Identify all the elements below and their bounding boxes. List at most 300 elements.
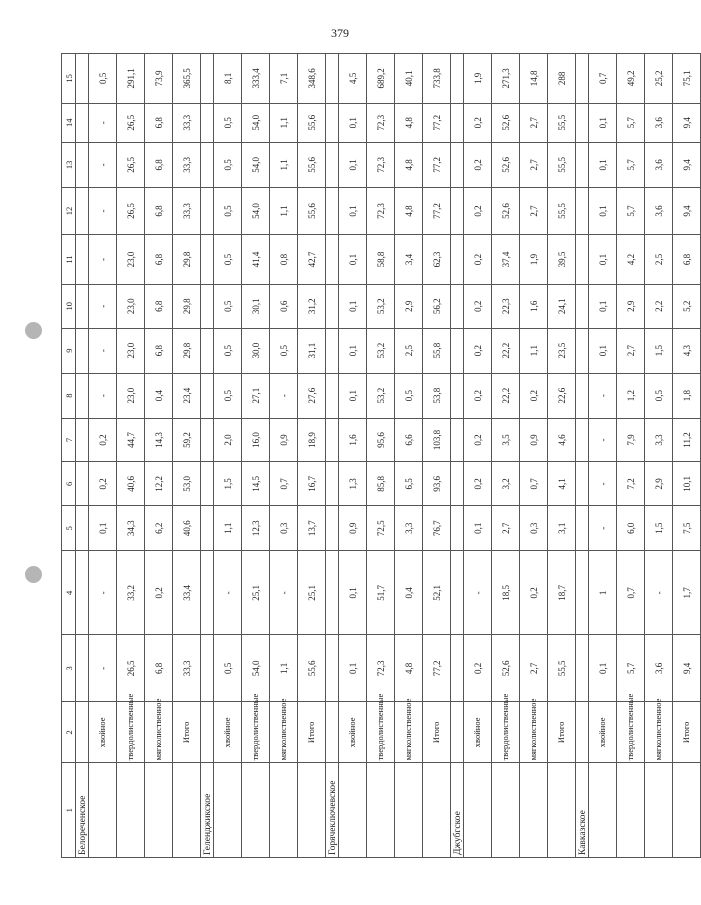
empty-cell: [326, 506, 339, 551]
value-cell: 0,1: [339, 328, 367, 373]
page-number: 379: [331, 26, 349, 40]
value-cell: 0,1: [339, 551, 367, 635]
value-cell: 3,3: [395, 506, 423, 551]
empty-cell: [326, 54, 339, 104]
value-cell: 1,2: [617, 373, 645, 418]
value-cell: 7,5: [673, 506, 701, 551]
value-cell: 2,5: [645, 235, 673, 285]
value-cell: 33,3: [173, 187, 201, 234]
empty-cell: [76, 284, 89, 328]
value-cell: 0,2: [464, 284, 492, 328]
value-cell: 33,3: [173, 635, 201, 702]
value-cell: 27,1: [242, 373, 270, 418]
value-cell: 93,6: [423, 462, 451, 506]
empty-cell: [326, 551, 339, 635]
value-cell: 18,5: [492, 551, 520, 635]
empty-cell: [451, 54, 464, 104]
empty-cell: [326, 418, 339, 462]
value-cell: 16,0: [242, 418, 270, 462]
value-cell: 6,8: [673, 235, 701, 285]
value-cell: 40,1: [395, 54, 423, 104]
empty-cell: [576, 373, 589, 418]
region-spacer-cell: [645, 763, 673, 858]
empty-cell: [326, 635, 339, 702]
region-row: [76, 54, 89, 858]
value-cell: 12,3: [242, 506, 270, 551]
value-cell: 0,1: [589, 284, 617, 328]
forest-kind: Итого: [298, 702, 326, 763]
value-cell: 2,9: [617, 284, 645, 328]
value-cell: -: [589, 462, 617, 506]
value-cell: 9,4: [673, 635, 701, 702]
value-cell: 30,0: [242, 328, 270, 373]
value-cell: 5,7: [617, 635, 645, 702]
value-cell: 0,2: [520, 551, 548, 635]
forest-kind: хвойное: [589, 702, 617, 763]
region-name: Кавказское: [576, 763, 589, 858]
empty-cell: [76, 373, 89, 418]
value-cell: 6,8: [145, 103, 173, 142]
table-row: [617, 54, 645, 858]
empty-cell: [326, 103, 339, 142]
value-cell: 23,0: [117, 328, 145, 373]
empty-cell: [76, 418, 89, 462]
value-cell: 1,9: [464, 54, 492, 104]
value-cell: 2,5: [395, 328, 423, 373]
value-cell: 348,6: [298, 54, 326, 104]
empty-cell: [76, 142, 89, 187]
value-cell: 5,2: [673, 284, 701, 328]
value-cell: 85,8: [367, 462, 395, 506]
value-cell: 0,7: [589, 54, 617, 104]
value-cell: 1,1: [270, 103, 298, 142]
value-cell: 23,0: [117, 373, 145, 418]
value-cell: 55,6: [298, 103, 326, 142]
value-cell: -: [270, 373, 298, 418]
table-row: [492, 54, 520, 858]
forest-kind: мягколиственное: [645, 702, 673, 763]
header-cell-3: 3: [62, 635, 76, 702]
value-cell: 1,5: [214, 462, 242, 506]
punch-hole-top: [25, 322, 42, 339]
value-cell: 72,3: [367, 187, 395, 234]
header-cell-6: 6: [62, 462, 76, 506]
value-cell: -: [270, 551, 298, 635]
value-cell: 27,6: [298, 373, 326, 418]
value-cell: 55,8: [423, 328, 451, 373]
value-cell: 0,6: [270, 284, 298, 328]
value-cell: 5,7: [617, 103, 645, 142]
forest-kind: Итого: [548, 702, 576, 763]
value-cell: 689,2: [367, 54, 395, 104]
empty-cell: [451, 462, 464, 506]
value-cell: 0,1: [339, 187, 367, 234]
value-cell: 1,1: [520, 328, 548, 373]
value-cell: 40,6: [173, 506, 201, 551]
region-row: [201, 54, 214, 858]
region-spacer-cell: [214, 763, 242, 858]
value-cell: 0,1: [589, 635, 617, 702]
empty-cell: [451, 702, 464, 763]
table-row: [367, 54, 395, 858]
region-spacer-cell: [367, 763, 395, 858]
table-row: [270, 54, 298, 858]
table-row: [298, 54, 326, 858]
value-cell: 0,5: [395, 373, 423, 418]
value-cell: 7,9: [617, 418, 645, 462]
value-cell: 0,7: [617, 551, 645, 635]
empty-cell: [326, 702, 339, 763]
value-cell: 0,1: [339, 635, 367, 702]
header-cell-8: 8: [62, 373, 76, 418]
value-cell: 3,6: [645, 103, 673, 142]
value-cell: 6,8: [145, 142, 173, 187]
forest-kind: мягколиственное: [145, 702, 173, 763]
header-cell-2: 2: [62, 702, 76, 763]
value-cell: 3,5: [492, 418, 520, 462]
value-cell: 52,6: [492, 142, 520, 187]
value-cell: 2,7: [520, 103, 548, 142]
value-cell: 2,2: [645, 284, 673, 328]
value-cell: 0,2: [89, 462, 117, 506]
forest-kind: Итого: [673, 702, 701, 763]
value-cell: 53,8: [423, 373, 451, 418]
value-cell: 0,3: [270, 506, 298, 551]
header-cell-7: 7: [62, 418, 76, 462]
region-spacer-cell: [339, 763, 367, 858]
value-cell: 12,2: [145, 462, 173, 506]
value-cell: 103,8: [423, 418, 451, 462]
table-row: [117, 54, 145, 858]
value-cell: 31,2: [298, 284, 326, 328]
header-cell-10: 10: [62, 284, 76, 328]
empty-cell: [201, 103, 214, 142]
empty-cell: [451, 635, 464, 702]
table-row: [214, 54, 242, 858]
value-cell: -: [89, 635, 117, 702]
empty-cell: [76, 506, 89, 551]
empty-cell: [326, 462, 339, 506]
value-cell: 25,1: [298, 551, 326, 635]
value-cell: 1,1: [270, 635, 298, 702]
value-cell: 8,1: [214, 54, 242, 104]
value-cell: 2,7: [520, 142, 548, 187]
table-row: [548, 54, 576, 858]
value-cell: 56,2: [423, 284, 451, 328]
table-row: [464, 54, 492, 858]
value-cell: 40,6: [117, 462, 145, 506]
value-cell: 271,3: [492, 54, 520, 104]
empty-cell: [201, 142, 214, 187]
value-cell: 53,0: [173, 462, 201, 506]
value-cell: 0,4: [395, 551, 423, 635]
region-spacer-cell: [145, 763, 173, 858]
empty-cell: [451, 551, 464, 635]
value-cell: 0,5: [214, 635, 242, 702]
value-cell: 52,6: [492, 187, 520, 234]
table-row: [395, 54, 423, 858]
region-spacer-cell: [423, 763, 451, 858]
value-cell: 54,0: [242, 142, 270, 187]
value-cell: 51,7: [367, 551, 395, 635]
value-cell: 2,0: [214, 418, 242, 462]
value-cell: -: [89, 284, 117, 328]
value-cell: 0,2: [89, 418, 117, 462]
table-row: [673, 54, 701, 858]
table-row: [520, 54, 548, 858]
empty-cell: [576, 418, 589, 462]
region-name: Геленджикское: [201, 763, 214, 858]
value-cell: 0,1: [589, 235, 617, 285]
value-cell: 77,2: [423, 103, 451, 142]
region-spacer-cell: [492, 763, 520, 858]
empty-cell: [576, 702, 589, 763]
value-cell: 54,0: [242, 103, 270, 142]
empty-cell: [576, 187, 589, 234]
value-cell: 9,4: [673, 187, 701, 234]
value-cell: 6,8: [145, 328, 173, 373]
empty-cell: [576, 54, 589, 104]
value-cell: -: [464, 551, 492, 635]
value-cell: 733,8: [423, 54, 451, 104]
value-cell: 25,1: [242, 551, 270, 635]
header-cell-14: 14: [62, 103, 76, 142]
table-row: [242, 54, 270, 858]
empty-cell: [201, 284, 214, 328]
forest-kind: твердолиственные: [117, 702, 145, 763]
table-row: [423, 54, 451, 858]
value-cell: 0,1: [464, 506, 492, 551]
value-cell: 3,1: [548, 506, 576, 551]
value-cell: 53,2: [367, 284, 395, 328]
value-cell: 52,1: [423, 551, 451, 635]
value-cell: 55,5: [548, 187, 576, 234]
region-spacer-cell: [617, 763, 645, 858]
forest-kind: Итого: [423, 702, 451, 763]
value-cell: 49,2: [617, 54, 645, 104]
value-cell: 0,9: [339, 506, 367, 551]
forest-kind: хвойное: [89, 702, 117, 763]
value-cell: -: [89, 373, 117, 418]
empty-cell: [451, 284, 464, 328]
value-cell: 33,4: [173, 551, 201, 635]
empty-cell: [201, 328, 214, 373]
value-cell: -: [89, 103, 117, 142]
forest-data-table: [61, 53, 701, 858]
value-cell: 72,3: [367, 635, 395, 702]
value-cell: 1,5: [645, 506, 673, 551]
value-cell: 29,8: [173, 284, 201, 328]
header-cell-12: 12: [62, 187, 76, 234]
value-cell: 0,2: [464, 418, 492, 462]
value-cell: 0,8: [270, 235, 298, 285]
value-cell: 3,4: [395, 235, 423, 285]
value-cell: 41,4: [242, 235, 270, 285]
value-cell: 0,1: [589, 142, 617, 187]
forest-kind: Итого: [173, 702, 201, 763]
value-cell: 39,5: [548, 235, 576, 285]
region-spacer-cell: [589, 763, 617, 858]
table-row: [173, 54, 201, 858]
header-row: [62, 54, 76, 858]
value-cell: 0,7: [270, 462, 298, 506]
empty-cell: [76, 235, 89, 285]
header-cell-1: 1: [62, 763, 76, 858]
forest-kind: твердолиственные: [367, 702, 395, 763]
value-cell: 22,3: [492, 284, 520, 328]
value-cell: 72,5: [367, 506, 395, 551]
value-cell: 1,1: [270, 142, 298, 187]
value-cell: 0,1: [339, 235, 367, 285]
forest-kind: твердолиственные: [617, 702, 645, 763]
value-cell: 7,2: [617, 462, 645, 506]
value-cell: -: [89, 235, 117, 285]
value-cell: 4,2: [617, 235, 645, 285]
value-cell: 0,5: [270, 328, 298, 373]
value-cell: 13,7: [298, 506, 326, 551]
value-cell: 37,4: [492, 235, 520, 285]
value-cell: 1,6: [520, 284, 548, 328]
value-cell: 22,6: [548, 373, 576, 418]
value-cell: 73,9: [145, 54, 173, 104]
value-cell: 1,8: [673, 373, 701, 418]
value-cell: 2,7: [617, 328, 645, 373]
empty-cell: [451, 506, 464, 551]
value-cell: 22,2: [492, 328, 520, 373]
value-cell: 0,4: [145, 373, 173, 418]
punch-hole-bottom: [25, 566, 42, 583]
value-cell: 2,7: [520, 635, 548, 702]
value-cell: 0,2: [464, 462, 492, 506]
value-cell: 4,1: [548, 462, 576, 506]
region-spacer-cell: [548, 763, 576, 858]
value-cell: 54,0: [242, 635, 270, 702]
value-cell: 53,2: [367, 373, 395, 418]
empty-cell: [576, 284, 589, 328]
value-cell: 76,7: [423, 506, 451, 551]
header-cell-11: 11: [62, 235, 76, 285]
table-row: [339, 54, 367, 858]
value-cell: 2,7: [492, 506, 520, 551]
value-cell: 6,5: [395, 462, 423, 506]
value-cell: -: [589, 418, 617, 462]
value-cell: 0,2: [464, 328, 492, 373]
value-cell: 0,2: [464, 142, 492, 187]
value-cell: 9,4: [673, 103, 701, 142]
empty-cell: [451, 235, 464, 285]
value-cell: 75,1: [673, 54, 701, 104]
value-cell: 33,3: [173, 103, 201, 142]
value-cell: 52,6: [492, 635, 520, 702]
region-spacer-cell: [89, 763, 117, 858]
forest-kind: хвойное: [214, 702, 242, 763]
empty-cell: [576, 551, 589, 635]
empty-cell: [76, 635, 89, 702]
value-cell: 0,2: [464, 103, 492, 142]
value-cell: 53,2: [367, 328, 395, 373]
header-cell-15: 15: [62, 54, 76, 104]
value-cell: 6,8: [145, 284, 173, 328]
value-cell: 55,5: [548, 635, 576, 702]
value-cell: 23,0: [117, 235, 145, 285]
empty-cell: [326, 187, 339, 234]
value-cell: 55,6: [298, 187, 326, 234]
value-cell: 1,7: [673, 551, 701, 635]
region-name: Джубгское: [451, 763, 464, 858]
rotated-table-wrapper: [61, 53, 692, 858]
value-cell: 2,7: [520, 187, 548, 234]
value-cell: 1,1: [270, 187, 298, 234]
value-cell: 0,7: [520, 462, 548, 506]
value-cell: 11,2: [673, 418, 701, 462]
forest-kind: мягколиственное: [520, 702, 548, 763]
empty-cell: [76, 551, 89, 635]
value-cell: 4,8: [395, 187, 423, 234]
value-cell: 7,1: [270, 54, 298, 104]
value-cell: 0,1: [589, 328, 617, 373]
value-cell: 29,8: [173, 235, 201, 285]
value-cell: 33,3: [173, 142, 201, 187]
empty-cell: [326, 235, 339, 285]
region-spacer-cell: [173, 763, 201, 858]
value-cell: 6,0: [617, 506, 645, 551]
value-cell: 14,8: [520, 54, 548, 104]
value-cell: 52,6: [492, 103, 520, 142]
empty-cell: [201, 187, 214, 234]
value-cell: 0,1: [339, 284, 367, 328]
value-cell: 54,0: [242, 187, 270, 234]
value-cell: 0,3: [520, 506, 548, 551]
forest-kind: мягколиственное: [395, 702, 423, 763]
value-cell: 10,1: [673, 462, 701, 506]
value-cell: 0,2: [464, 187, 492, 234]
value-cell: 9,4: [673, 142, 701, 187]
value-cell: 26,5: [117, 635, 145, 702]
empty-cell: [451, 328, 464, 373]
value-cell: 6,8: [145, 235, 173, 285]
value-cell: 4,5: [339, 54, 367, 104]
value-cell: 34,3: [117, 506, 145, 551]
region-name: Горячеключевское: [326, 763, 339, 858]
empty-cell: [201, 235, 214, 285]
empty-cell: [576, 142, 589, 187]
value-cell: 3,6: [645, 635, 673, 702]
value-cell: 23,5: [548, 328, 576, 373]
region-spacer-cell: [242, 763, 270, 858]
empty-cell: [576, 328, 589, 373]
empty-cell: [201, 462, 214, 506]
value-cell: 14,5: [242, 462, 270, 506]
forest-kind: хвойное: [339, 702, 367, 763]
value-cell: 4,3: [673, 328, 701, 373]
region-row: [451, 54, 464, 858]
value-cell: 55,5: [548, 142, 576, 187]
value-cell: 3,3: [645, 418, 673, 462]
table-row: [645, 54, 673, 858]
value-cell: 0,2: [464, 235, 492, 285]
value-cell: 3,6: [645, 187, 673, 234]
empty-cell: [576, 103, 589, 142]
empty-cell: [451, 187, 464, 234]
value-cell: 59,2: [173, 418, 201, 462]
value-cell: 4,8: [395, 635, 423, 702]
value-cell: 3,2: [492, 462, 520, 506]
empty-cell: [326, 142, 339, 187]
value-cell: -: [89, 328, 117, 373]
empty-cell: [201, 54, 214, 104]
value-cell: 4,8: [395, 142, 423, 187]
value-cell: -: [214, 551, 242, 635]
